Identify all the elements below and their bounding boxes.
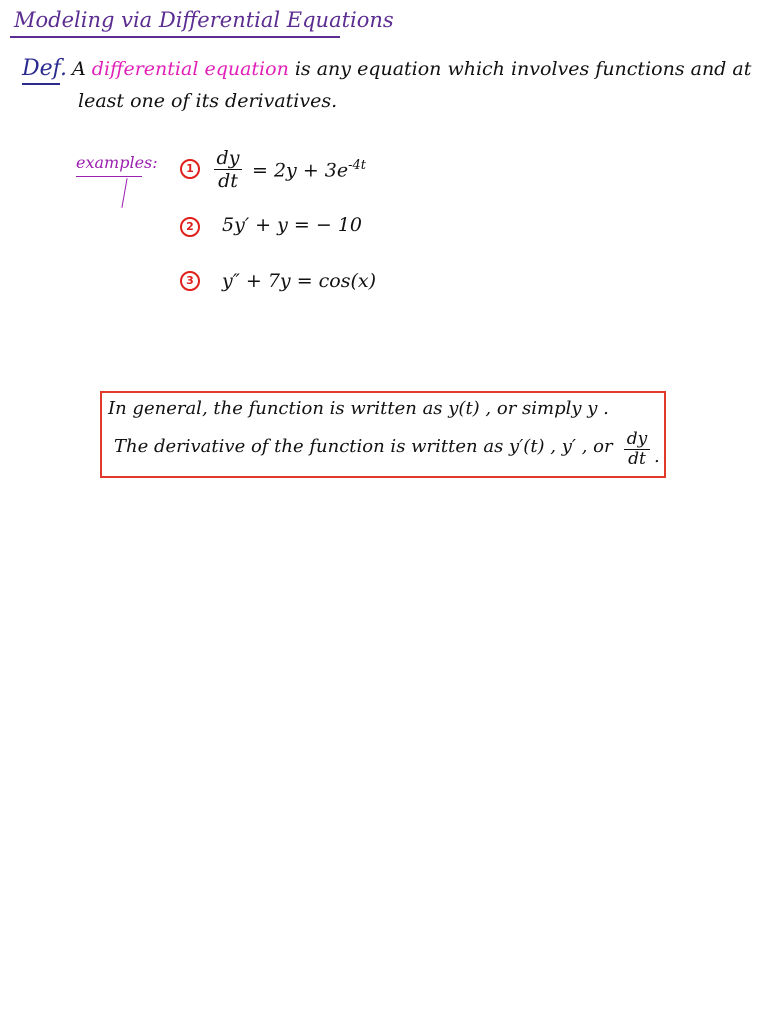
page-title: Modeling via Differential Equations bbox=[14, 8, 394, 32]
definition-label: Def. bbox=[22, 56, 68, 81]
example-2-number-icon: 2 bbox=[180, 217, 200, 237]
general-note-fraction-denominator: dt bbox=[628, 449, 646, 469]
definition-label-underline bbox=[22, 83, 60, 85]
example-1-rhs bbox=[252, 158, 366, 181]
example-1-fraction-denominator: dt bbox=[218, 170, 238, 192]
example-3-number-icon: 3 bbox=[180, 271, 200, 291]
general-note-line-2: The derivative of the function is written as y′(t) , y′ , or bbox=[114, 436, 613, 457]
example-1-rhs-text: = 2y + 3e bbox=[252, 159, 349, 182]
example-1-rhs-exponent: -4t bbox=[348, 158, 367, 173]
definition-line-2: least one of its derivatives. bbox=[78, 90, 338, 112]
general-note-fraction-numerator: dy bbox=[626, 429, 648, 449]
general-note-line-1: In general, the function is written as y(t) , or simply y . bbox=[108, 398, 609, 419]
examples-label-tick bbox=[121, 178, 127, 208]
definition-line-1 bbox=[72, 58, 751, 80]
example-2-expression: 5y′ + y = − 10 bbox=[222, 214, 363, 236]
definition-term: differential equation bbox=[91, 58, 289, 80]
examples-label-underline bbox=[76, 176, 142, 177]
general-note-fraction bbox=[624, 431, 650, 468]
definition-prefix: A bbox=[72, 58, 86, 80]
general-note-period: . bbox=[654, 446, 660, 467]
definition-line-1-rest: is any equation which involves functions and at bbox=[294, 58, 752, 80]
example-1-fraction-numerator: dy bbox=[216, 147, 240, 169]
example-1-number-icon: 1 bbox=[180, 159, 200, 179]
example-3-expression: y″ + 7y = cos(x) bbox=[222, 270, 377, 292]
title-underline bbox=[10, 36, 340, 38]
example-1-fraction bbox=[214, 148, 242, 191]
examples-label: examples: bbox=[76, 153, 158, 172]
